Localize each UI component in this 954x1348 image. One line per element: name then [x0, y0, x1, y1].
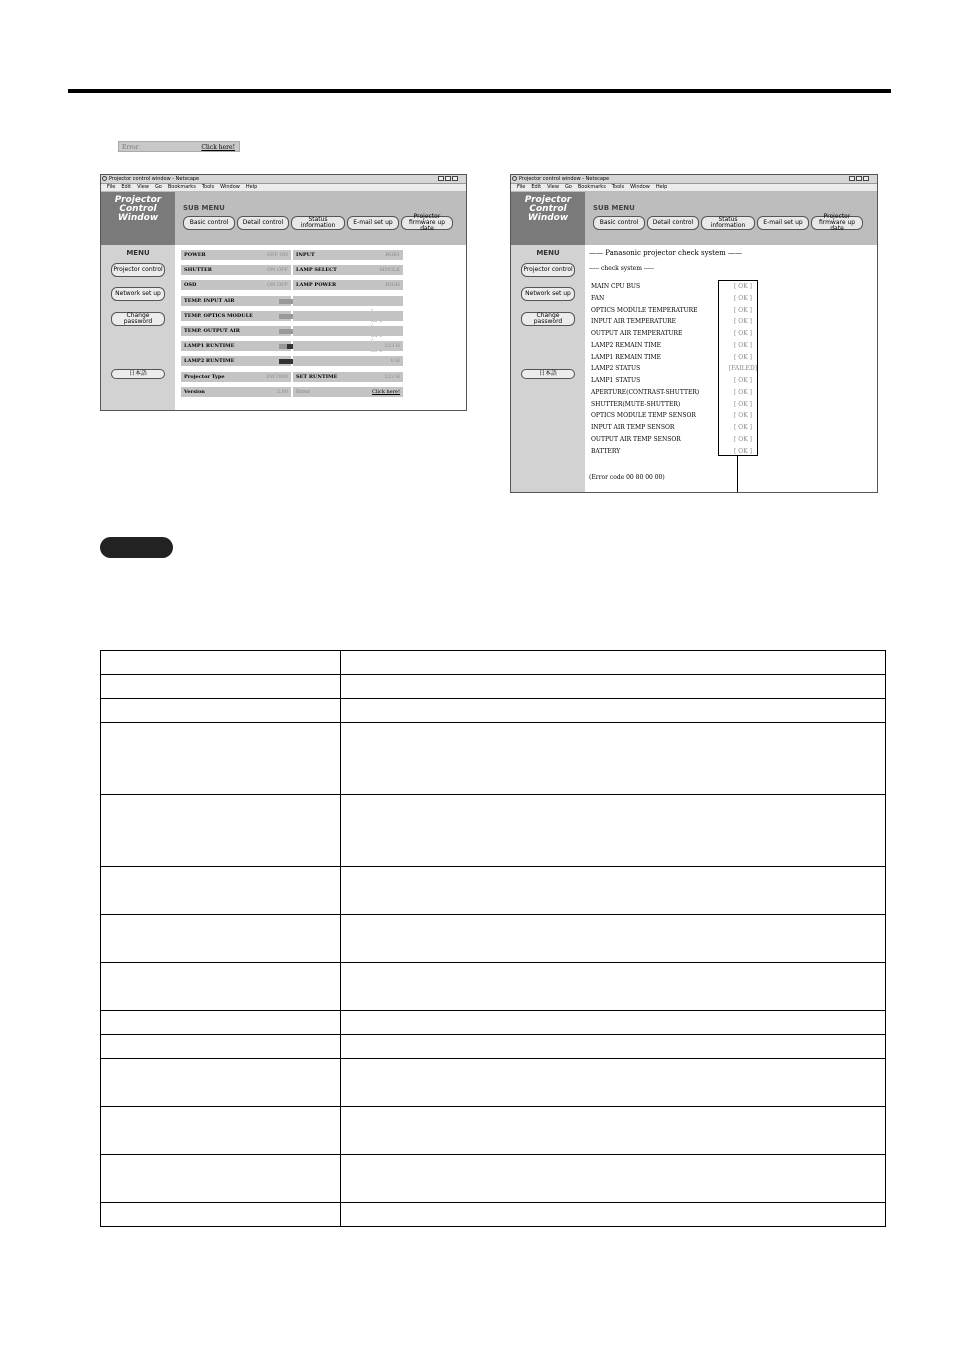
submenu-button-2[interactable]: Status information — [701, 216, 755, 230]
description-table — [100, 650, 886, 1227]
check-item-label: INPUT AIR TEMP SENSOR — [591, 424, 675, 431]
status-row — [181, 356, 291, 366]
check-item-result: [ OK ] — [734, 400, 752, 408]
status-row-right — [293, 387, 403, 397]
table-cell-description — [341, 795, 886, 867]
table-cell-item — [101, 915, 341, 963]
menu-tools[interactable]: Tools — [611, 184, 625, 190]
submenu-bar — [175, 192, 466, 245]
check-item-result: [ OK ] — [734, 424, 752, 431]
check-item-label: OPTICS MODULE TEMP SENSOR — [591, 412, 696, 420]
brand-logo — [511, 192, 585, 245]
header-rule — [68, 89, 891, 93]
table-cell-item — [101, 651, 341, 675]
status-value: DW7000 — [266, 373, 288, 380]
status-value: 0 H — [390, 358, 400, 365]
error-code: (Error code 00 80 00 00) — [589, 474, 665, 481]
brand-line: Control — [529, 204, 567, 214]
menu-edit[interactable]: Edit — [121, 184, 132, 190]
table-cell-item — [101, 675, 341, 699]
table-row — [101, 963, 886, 1011]
check-item-result: [ OK ] — [734, 435, 752, 443]
table-row — [101, 915, 886, 963]
left-menu-button-2[interactable]: Change password — [111, 312, 165, 326]
status-row-right — [293, 311, 403, 321]
table-row — [101, 651, 886, 675]
table-row — [101, 795, 886, 867]
brand-line: Projector — [524, 195, 572, 205]
table-row — [101, 1059, 886, 1107]
status-value: 223 H — [384, 343, 400, 350]
status-value: OFF ON — [266, 252, 288, 258]
table-row — [101, 1155, 886, 1203]
status-row — [181, 296, 291, 306]
check-item-label: LAMP1 REMAIN TIME — [591, 353, 662, 361]
status-label: POWER — [184, 252, 206, 258]
submenu-button-3[interactable]: E-mail set up — [347, 216, 399, 230]
status-row — [181, 326, 291, 336]
maximize-icon[interactable] — [445, 176, 451, 181]
status-label: OSD — [184, 282, 197, 289]
menu-bookmarks[interactable]: Bookmarks — [577, 184, 606, 190]
table-cell-item — [101, 1011, 341, 1035]
table-row — [101, 699, 886, 723]
menu-title: MENU — [126, 249, 150, 257]
table-cell-item — [101, 1203, 341, 1227]
table-cell-description — [341, 675, 886, 699]
brand-logo — [101, 192, 175, 245]
check-item-result: [ OK ] — [734, 341, 752, 349]
status-row — [181, 250, 291, 260]
error-click-link[interactable]: Click here! — [201, 144, 235, 151]
table-cell-description — [341, 915, 886, 963]
status-label: LAMP2 RUNTIME — [184, 358, 235, 365]
table-cell-description — [341, 699, 886, 723]
check-item-result: [ OK ] — [734, 353, 752, 361]
status-label: Version — [184, 388, 205, 395]
browser-icon — [512, 176, 517, 181]
status-row-right — [293, 326, 403, 336]
menu-window[interactable]: Window — [220, 184, 240, 190]
check-item-result: [ OK ] — [734, 447, 752, 455]
table-cell-description — [341, 1011, 886, 1035]
close-icon[interactable] — [452, 176, 458, 181]
table-cell-item — [101, 699, 341, 723]
table-cell-description — [341, 1035, 886, 1059]
table-cell-description — [341, 867, 886, 915]
check-item-label: SHUTTER(MUTE-SHUTTER) — [591, 400, 681, 408]
menu-edit[interactable]: Edit — [531, 184, 542, 190]
status-label: LAMP1 RUNTIME — [184, 343, 235, 350]
status-row-right — [293, 356, 403, 366]
check-title: —— Panasonic projector check system —— — [589, 249, 742, 257]
status-value: ON OFF — [266, 267, 288, 274]
status-value: 2.00 — [276, 388, 288, 395]
status-label: TEMP. OPTICS MODULE — [184, 312, 253, 319]
check-item-label: APERTURE(CONTRAST-SHUTTER) — [591, 388, 700, 396]
menu-view[interactable]: View — [547, 184, 559, 190]
browser-icon — [102, 176, 107, 181]
status-label: INPUT — [296, 252, 315, 258]
status-value: ON OFF — [266, 282, 288, 289]
check-item-result: [ OK ] — [734, 306, 752, 314]
top-error-bar — [118, 141, 240, 152]
status-value: 223 H — [384, 373, 400, 380]
menu-help[interactable]: Help — [655, 184, 668, 190]
table-row — [101, 1203, 886, 1227]
check-item-result: [ OK ] — [734, 412, 752, 420]
table-cell-description — [341, 1155, 886, 1203]
status-row-right — [293, 265, 403, 275]
table-row — [101, 867, 886, 915]
window-title: Projector control window - Netscape — [519, 176, 610, 182]
table-row — [101, 1011, 886, 1035]
status-label: SET RUNTIME — [296, 373, 338, 380]
submenu-button-3[interactable]: E-mail set up — [757, 216, 809, 230]
menu-go[interactable]: Go — [564, 184, 572, 190]
table-cell-description — [341, 1203, 886, 1227]
close-icon[interactable] — [863, 176, 869, 181]
status-row — [181, 311, 291, 321]
check-subtitle: ----- check system ----- — [589, 265, 654, 272]
submenu-button-4[interactable]: Projector firmware up date — [401, 216, 453, 230]
table-row — [101, 723, 886, 795]
table-cell-description — [341, 1059, 886, 1107]
brand-line: Window — [527, 213, 569, 223]
status-row — [181, 341, 291, 351]
table-cell-description — [341, 963, 886, 1011]
status-label: TEMP. INPUT AIR — [184, 297, 235, 304]
menu-bookmarks[interactable]: Bookmarks — [167, 184, 196, 190]
check-item-label: FAN — [591, 294, 605, 302]
status-row — [181, 387, 291, 397]
left-menu-button-0[interactable]: Projector control — [111, 263, 165, 277]
submenu-button-1[interactable]: Detail control — [647, 216, 699, 230]
status-label: LAMP POWER — [296, 282, 337, 289]
status-label: LAMP SELECT — [296, 267, 337, 274]
submenu-button-0[interactable]: Basic control — [183, 216, 235, 230]
check-item-result: [ OK ] — [734, 388, 752, 396]
status-row-right — [293, 296, 403, 306]
error-click-link[interactable]: Click here! — [372, 388, 400, 395]
result-bracket — [718, 280, 758, 456]
table-cell-item — [101, 795, 341, 867]
table-cell-item — [101, 867, 341, 915]
minimize-icon[interactable] — [849, 176, 855, 181]
status-row-right — [293, 250, 403, 260]
maximize-icon[interactable] — [856, 176, 862, 181]
check-item-label: OUTPUT AIR TEMPERATURE — [591, 330, 683, 337]
check-item-label: OPTICS MODULE TEMPERATURE — [591, 306, 698, 314]
table-row — [101, 675, 886, 699]
table-cell-item — [101, 963, 341, 1011]
window-title-bar — [511, 175, 877, 184]
error-label: Error — [122, 144, 139, 151]
table-cell-item — [101, 1059, 341, 1107]
table-row — [101, 1107, 886, 1155]
table-cell-item — [101, 723, 341, 795]
check-window — [510, 174, 878, 493]
note-badge — [100, 537, 173, 558]
submenu-button-2[interactable]: Status information — [291, 216, 345, 230]
table-cell-description — [341, 651, 886, 675]
menu-window[interactable]: Window — [630, 184, 650, 190]
menu-go[interactable]: Go — [154, 184, 162, 190]
status-label: TEMP. OUTPUT AIR — [184, 328, 240, 334]
menu-file[interactable]: File — [107, 184, 116, 190]
check-item-label: INPUT AIR TEMPERATURE — [591, 318, 677, 326]
leader-line — [737, 456, 738, 492]
submenu-button-1[interactable]: Detail control — [237, 216, 289, 230]
check-item-label: MAIN CPU BUS — [591, 283, 641, 290]
status-value: RGB1 — [385, 252, 400, 258]
left-menu-button-0[interactable]: Projector control — [521, 263, 575, 277]
status-value: HIGH — [385, 282, 400, 289]
left-menu-button-3[interactable]: 日本語 — [111, 369, 165, 379]
submenu-button-4[interactable]: Projector firmware up date — [811, 216, 863, 230]
browser-menubar — [511, 184, 877, 192]
menu-view[interactable]: View — [137, 184, 149, 190]
check-item-result: [ OK ] — [734, 318, 752, 326]
window-title-bar — [101, 175, 466, 184]
status-row — [181, 372, 291, 382]
brand-line: Projector — [114, 195, 162, 205]
submenu-bar — [585, 192, 877, 245]
check-item-result: [ OK ] — [734, 330, 752, 337]
submenu-button-0[interactable]: Basic control — [593, 216, 645, 230]
status-label: Projector Type — [184, 373, 225, 380]
status-label: Error — [296, 388, 310, 395]
table-cell-item — [101, 1155, 341, 1203]
submenu-title: SUB MENU — [183, 204, 225, 212]
check-item-label: OUTPUT AIR TEMP SENSOR — [591, 435, 681, 443]
status-row-right — [293, 372, 403, 382]
left-menu-button-1[interactable]: Network set up — [111, 287, 165, 301]
status-row — [181, 265, 291, 275]
check-item-result: [ OK ] — [734, 377, 752, 384]
table-cell-description — [341, 1107, 886, 1155]
window-title: Projector control window - Netscape — [109, 176, 200, 182]
minimize-icon[interactable] — [438, 176, 444, 181]
check-item-label: BATTERY — [591, 447, 621, 455]
left-menu-button-2[interactable]: Change password — [521, 312, 575, 326]
table-row — [101, 1035, 886, 1059]
check-item-label: LAMP2 STATUS — [591, 365, 641, 373]
table-cell-item — [101, 1107, 341, 1155]
status-label: SHUTTER — [184, 267, 212, 274]
check-item-label: LAMP2 REMAIN TIME — [591, 341, 662, 349]
status-value: SINGLE — [379, 267, 400, 274]
check-item-result: [ OK ] — [734, 294, 752, 302]
check-item-result: [ OK ] — [734, 283, 752, 290]
menu-help[interactable]: Help — [245, 184, 258, 190]
check-item-result: [FAILED] — [728, 365, 758, 373]
status-row-right — [293, 341, 403, 351]
status-row-right — [293, 280, 403, 290]
menu-file[interactable]: File — [517, 184, 526, 190]
menu-tools[interactable]: Tools — [201, 184, 215, 190]
submenu-title: SUB MENU — [593, 204, 635, 212]
browser-menubar — [101, 184, 466, 192]
check-item-label: LAMP1 STATUS — [591, 377, 641, 384]
menu-title: MENU — [536, 249, 560, 257]
table-cell-description — [341, 723, 886, 795]
left-menu-button-1[interactable]: Network set up — [521, 287, 575, 301]
brand-line: Window — [117, 213, 159, 223]
status-window — [100, 174, 467, 411]
left-menu-button-3[interactable]: 日本語 — [521, 369, 575, 379]
status-row — [181, 280, 291, 290]
brand-line: Control — [119, 204, 157, 214]
table-cell-item — [101, 1035, 341, 1059]
